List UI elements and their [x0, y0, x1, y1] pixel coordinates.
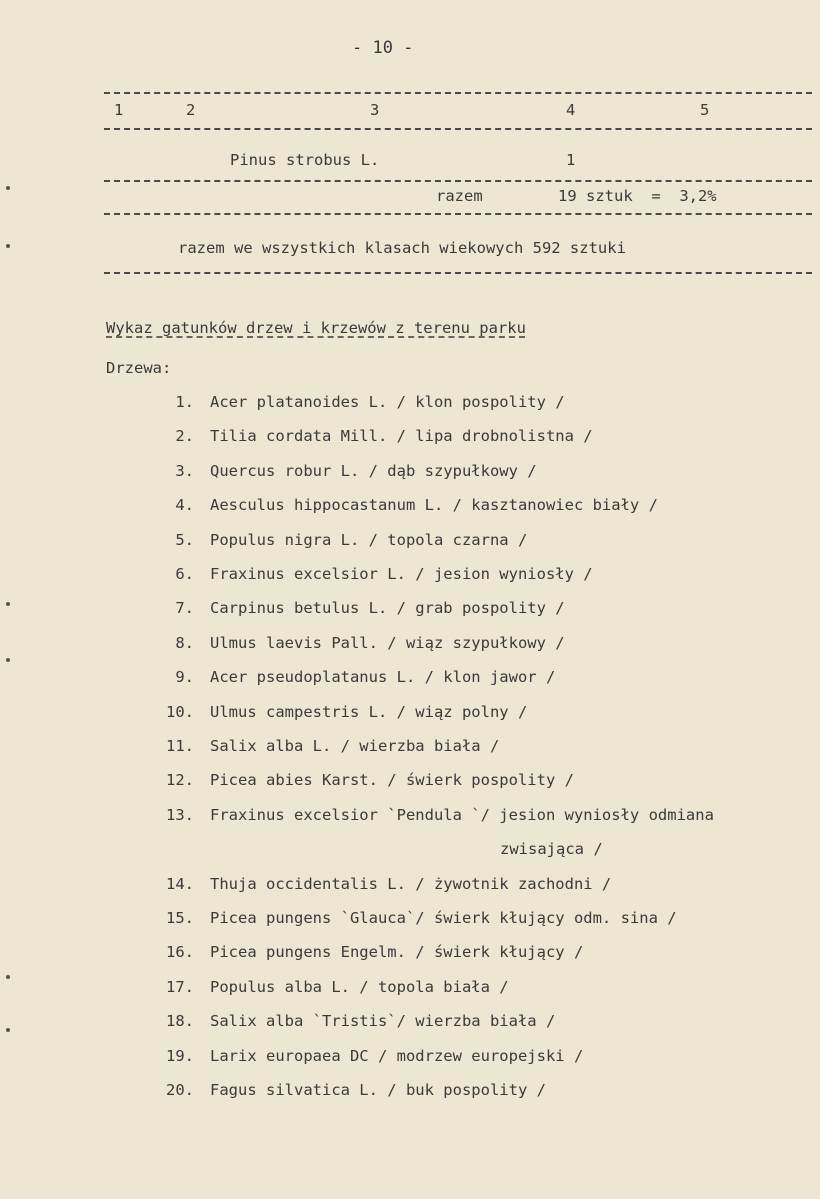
- subtotal-label: razem: [436, 187, 483, 205]
- tree-item-text: Fraxinus excelsior L. / jesion wyniosły /: [210, 565, 593, 583]
- tree-item-number: 3.: [175, 461, 194, 480]
- tree-item-number: 14.: [166, 874, 194, 893]
- tree-item-text: Fraxinus excelsior `Pendula `/ jesion wyniosły odmiana: [210, 805, 714, 824]
- margin-mark: [6, 975, 10, 979]
- margin-mark: [6, 602, 10, 606]
- table-row-count: 1: [566, 151, 576, 169]
- table-header-col-1: 1: [114, 101, 124, 119]
- tree-item-text: Ulmus laevis Pall. / wiąz szypułkowy /: [210, 633, 565, 652]
- tree-item-text: Fagus silvatica L. / buk pospolity /: [210, 1081, 546, 1099]
- tree-item-number: 12.: [166, 771, 194, 790]
- grand-total: razem we wszystkich klasach wiekowych 592 sztuki: [178, 239, 626, 257]
- tree-item-number: 9.: [175, 668, 194, 687]
- tree-item-text: Carpinus betulus L. / grab pospolity /: [210, 599, 565, 618]
- tree-item-number: 5.: [175, 530, 194, 549]
- table-header-col-3: 3: [370, 101, 380, 119]
- margin-mark: [6, 186, 10, 190]
- page-number: - 10 -: [352, 38, 414, 58]
- table-row-species: Pinus strobus L.: [230, 151, 380, 169]
- margin-mark: [6, 658, 10, 662]
- tree-item-continuation: zwisająca /: [500, 840, 603, 859]
- tree-item-number: 16.: [166, 943, 194, 962]
- tree-item-number: 18.: [166, 1012, 194, 1031]
- tree-item-number: 6.: [175, 565, 194, 583]
- tree-item-text: Ulmus campestris L. / wiąz polny /: [210, 702, 528, 721]
- tree-item-text: Picea pungens `Glauca`/ świerk kłujący odm. sina /: [210, 909, 677, 927]
- tree-item-text: Aesculus hippocastanum L. / kasztanowiec biały /: [210, 496, 658, 515]
- table-rule-top: [104, 92, 812, 94]
- tree-item-number: 2.: [175, 427, 194, 446]
- tree-item-text: Populus alba L. / topola biała /: [210, 977, 509, 996]
- tree-item-text: Tilia cordata Mill. / lipa drobnolistna /: [210, 427, 593, 446]
- tree-item-number: 11.: [166, 737, 194, 755]
- tree-item-text: Populus nigra L. / topola czarna /: [210, 530, 528, 549]
- subsection-label: Drzewa:: [106, 359, 172, 377]
- tree-item-text: Larix europaea DC / modrzew europejski /: [210, 1046, 584, 1065]
- table-header-col-2: 2: [186, 101, 196, 119]
- tree-item-text: Salix alba L. / wierzba biała /: [210, 737, 500, 755]
- tree-item-text: Thuja occidentalis L. / żywotnik zachodni /: [210, 874, 612, 893]
- margin-mark: [6, 1028, 10, 1032]
- tree-item-number: 8.: [175, 633, 194, 652]
- tree-item-text: Acer platanoides L. / klon pospolity /: [210, 393, 565, 411]
- margin-mark: [6, 244, 10, 248]
- tree-item-text: Picea abies Karst. / świerk pospolity /: [210, 771, 574, 790]
- tree-item-number: 17.: [166, 977, 194, 996]
- subtotal-value: 19 sztuk = 3,2%: [558, 187, 717, 205]
- tree-item-text: Salix alba `Tristis`/ wierzba biała /: [210, 1012, 556, 1031]
- table-header-col-4: 4: [566, 101, 576, 119]
- tree-item-text: Picea pungens Engelm. / świerk kłujący /: [210, 943, 584, 962]
- table-header-col-5: 5: [700, 101, 710, 119]
- tree-item-number: 15.: [166, 909, 194, 927]
- tree-item-number: 10.: [166, 702, 194, 721]
- tree-item-number: 7.: [175, 599, 194, 618]
- table-rule-header: [104, 128, 812, 130]
- tree-item-text: Acer pseudoplatanus L. / klon jawor /: [210, 668, 556, 687]
- section-title: Wykaz gatunków drzew i krzewów z terenu parku: [106, 319, 526, 337]
- table-rule-row: [104, 180, 812, 182]
- table-rule-subtotal: [104, 213, 812, 215]
- tree-item-number: 1.: [175, 393, 194, 411]
- tree-item-number: 13.: [166, 805, 194, 824]
- table-rule-bottom: [104, 272, 812, 274]
- tree-item-number: 20.: [166, 1081, 194, 1099]
- tree-item-number: 4.: [175, 496, 194, 515]
- tree-item-text: Quercus robur L. / dąb szypułkowy /: [210, 461, 537, 480]
- tree-item-number: 19.: [166, 1046, 194, 1065]
